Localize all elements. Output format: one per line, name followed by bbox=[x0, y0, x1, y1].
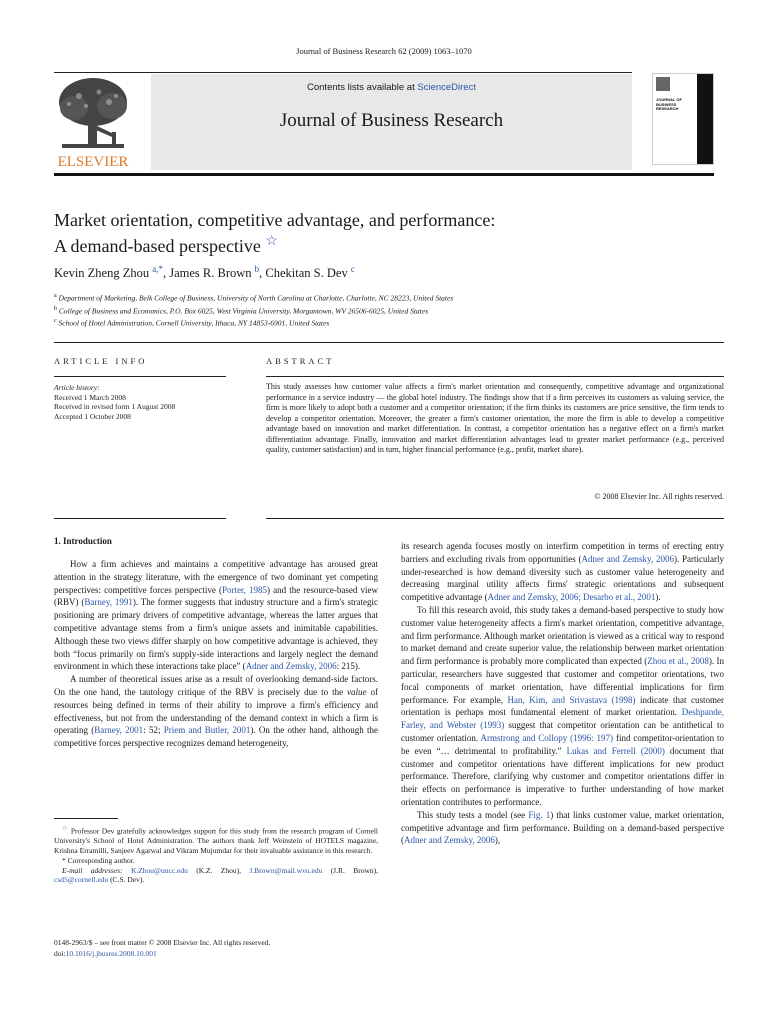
citation-link[interactable]: Porter, 1985 bbox=[221, 584, 268, 595]
email-link[interactable]: K.Zhou@uncc.edu bbox=[130, 865, 188, 875]
affiliation-text: College of Business and Economics, P.O. Box 6025, West Virginia University, Morgantown, WV 26506-6025, United States bbox=[58, 306, 429, 315]
author-affiliation-marker[interactable]: c bbox=[350, 264, 355, 274]
contents-line bbox=[151, 82, 632, 93]
footnote-corresponding bbox=[54, 856, 378, 866]
citation-link[interactable]: Adner and Zemsky, 2006 bbox=[581, 553, 674, 564]
citation-link[interactable]: Priem and Butler, 2001 bbox=[163, 725, 251, 736]
affiliation-marker: b bbox=[54, 305, 57, 312]
email-label: E-mail addresses: bbox=[62, 865, 123, 875]
elsevier-tree-icon bbox=[54, 74, 132, 170]
author-affiliation-marker[interactable]: b bbox=[254, 264, 260, 274]
footnote-acknowledgement bbox=[54, 824, 378, 856]
article-info-rule-bottom bbox=[54, 518, 226, 519]
footnote-rule bbox=[54, 818, 118, 819]
history-label: Article history: bbox=[54, 383, 100, 392]
abstract-rule bbox=[266, 376, 724, 377]
affiliation-marker: c bbox=[54, 318, 57, 324]
elsevier-wordmark: ELSEVIER bbox=[57, 154, 129, 170]
footnote-emails bbox=[54, 866, 378, 886]
abstract-text: This study assesses how customer value affects a firm's market orientation and consequently, competitive advantage and organizational performance in a service industry — the global hotel industry. The findings show that if a firm perceives its customers as valuing service, the firm is more likely to adopt both a customer and a competitor orientation; if the firm thinks its customers are price sensitive, the firm tends to develop a competitor orientation. Moreover, the greater a firm's customer orientation, the more the firm is able to develop a competitive advantage based on innovation and market differentiation. In contrast, a competitor orientation has a negative effect on a firm's market differentiation advantage. Finally, innovation and market differentiation advantages lead to greater market performance (e.g., perceived quality, customer satisfaction) and in turn, higher financial performance (e.g., profit, market share). bbox=[266, 382, 724, 454]
title-line-1: Market orientation, competitive advantage, and performance: bbox=[54, 210, 496, 230]
header-rule bbox=[54, 72, 632, 73]
contents-prefix: Contents lists available at bbox=[307, 82, 418, 93]
affiliations bbox=[54, 291, 714, 329]
citation-link[interactable]: Barney, 2001 bbox=[94, 725, 144, 736]
journal-name: Journal of Business Research bbox=[279, 110, 504, 131]
revised-date: Received in revised form 1 August 2008 bbox=[54, 402, 176, 411]
abstract-rule-bottom bbox=[266, 518, 724, 519]
cover-image bbox=[656, 77, 670, 91]
footnote-text: Professor Dev gratefully acknowledges support for this study from the research program of Cornell University's School of Hotel Administration. The authors thank Jeff Weinstein of HOTELS magazine, Krishna Erramilli, Sanjeev Agarwal and Vikram Mujumdar for their invaluable assistance in this research. bbox=[54, 826, 379, 856]
footnote-star-icon: ☆ bbox=[62, 825, 69, 832]
affiliation-text: Department of Marketing, Belk College of Business, University of North Carolina at Charlotte, Charlotte, NC 28223, United States bbox=[58, 293, 454, 303]
doi-label: doi: bbox=[54, 948, 66, 958]
affiliation-marker: a bbox=[54, 293, 57, 299]
author-affiliation-marker[interactable]: a,* bbox=[152, 264, 163, 274]
body-column-right bbox=[401, 540, 724, 847]
accepted-date: Accepted 1 October 2008 bbox=[54, 411, 131, 421]
doi-link[interactable]: 10.1016/j.jbusres.2008.10.001 bbox=[65, 948, 157, 958]
journal-citation: Journal of Business Research 62 (2009) 1063–1070 bbox=[296, 46, 472, 56]
footnote-asterisk: * bbox=[62, 855, 66, 865]
article-info-rule bbox=[54, 376, 226, 377]
footnote-text: Corresponding author. bbox=[67, 855, 135, 865]
elsevier-logo bbox=[54, 74, 132, 170]
email-link[interactable]: J.Brown@mail.wvu.edu bbox=[249, 865, 323, 875]
abstract-label: ABSTRACT bbox=[266, 356, 335, 366]
article-title bbox=[54, 209, 714, 257]
citation-link[interactable]: Han, Kim, and Srivastava (1998) bbox=[507, 694, 636, 705]
affiliation-text: School of Hotel Administration, Cornell University, Ithaca, NY 14853-6901, United States bbox=[58, 318, 330, 328]
issn-line: 0148-2963/$ – see front matter © 2008 Elsevier Inc. All rights reserved. bbox=[54, 938, 271, 947]
section-heading: 1. Introduction bbox=[54, 536, 112, 546]
sciencedirect-link[interactable]: ScienceDirect bbox=[417, 82, 476, 93]
email-owner: (J.R. Brown), bbox=[330, 865, 379, 875]
paragraph: How a firm achieves and maintains a competitive advantage has aroused great attention in the strategy literature, with the emergence of two dominant yet competing perspectives: competitive forces perspective (Porter, 1985) and the resource-based view (RBV) (Barney, 1991). The former suggests that industry structure and a firm's strategic positioning are primary drivers of competitive advantage, whereas the latter argues that competitive advantage stems from a firm's unique assets and inimitable capabilities. Although these two views differ sharply on how competitive advantage is achieved, they both “focus primarily on firm's supply-side interactions and largely neglect the demand environment in which these interactions take place” (Adner and Zemsky, 2006: 215). bbox=[54, 559, 379, 672]
cover-spine bbox=[697, 74, 713, 164]
citation-link[interactable]: Deshpande, Farley, and Webster (1993) bbox=[401, 707, 724, 731]
citation-link[interactable]: Adner and Zemsky, 2006 bbox=[245, 661, 337, 672]
citation-link[interactable]: Fig. 1 bbox=[528, 809, 551, 820]
footnotes bbox=[54, 824, 378, 885]
affiliation-item bbox=[54, 316, 714, 329]
article-info-label: ARTICLE INFO bbox=[54, 356, 148, 366]
citation-link[interactable]: Barney, 1991 bbox=[84, 597, 133, 608]
article-history bbox=[54, 383, 226, 421]
author-name: Kevin Zheng Zhou bbox=[54, 266, 150, 281]
abstract-copyright: © 2008 Elsevier Inc. All rights reserved. bbox=[594, 492, 724, 501]
paragraph: To fill this research avoid, this study takes a demand-based perspective to study how customer value heterogeneity affects a firm's market orientation, competitive advantage, and firm performance. Although market orientation is viewed as a critical way to respond to market demand and create superior value, the relationship between market orientation and firm performance is probably more complicated than expected (Zhou et al., 2008). In particular, researchers have suggested that customer and competitor orientations, two focal components of market orientation, have differential implications for firm performance. For example, Han, Kim, and Srivastava (1998) indicate that customer orientation is perhaps most fundamental element of market orientation. Deshpande, Farley, and Webster (1993) suggest that competitor orientation can be antithetical to customer orientation. Armstrong and Collopy (1996: 197) find competitor-orientation to be even “… detrimental to profitability.” Lukas and Ferrell (2000) document that customer and competitor orientations have different implications for new product performance. Therefore, clarifying why customer and competitor orientations differ in their effects on performance is imperative to further understanding of how market orientation contributes to performance. bbox=[401, 604, 725, 807]
citation-link[interactable]: Lukas and Ferrell (2000) bbox=[566, 745, 665, 756]
citation-link[interactable]: Adner and Zemsky, 2006 bbox=[404, 835, 495, 846]
body-column-left bbox=[54, 558, 378, 750]
citation-link[interactable]: Armstrong and Collopy (1996: 197) bbox=[480, 732, 614, 743]
email-owner: (K.Z. Zhou), bbox=[196, 865, 242, 875]
paragraph: This study tests a model (see Fig. 1) that links customer value, market orientation, competitive advantage and firm performance. Building on a demand-based perspective (Adner and Zemsky, 2006), bbox=[401, 809, 724, 846]
title-line-2: A demand-based perspective bbox=[54, 236, 261, 256]
affiliation-item bbox=[54, 304, 714, 317]
author-list: Kevin Zheng Zhou $^{a,*}$, James R. Brown $^b$, Chekitan S. Dev $^c$ bbox=[54, 264, 355, 281]
title-footnote-star-icon[interactable]: ☆ bbox=[265, 234, 278, 249]
affiliation-item bbox=[54, 291, 714, 304]
emphasis-text: value bbox=[347, 686, 367, 697]
author-name: James R. Brown bbox=[169, 266, 252, 281]
received-date: Received 1 March 2008 bbox=[54, 392, 126, 402]
email-owner: (C.S. Dev). bbox=[110, 875, 145, 885]
cover-title: JOURNAL OF BUSINESS RESEARCH bbox=[656, 97, 682, 111]
journal-cover-thumbnail bbox=[652, 73, 714, 165]
author-name: Chekitan S. Dev bbox=[265, 266, 348, 281]
citation-link[interactable]: Adner and Zemsky, 2006; Desarbo et al., 2001 bbox=[487, 592, 656, 603]
paragraph: A number of theoretical issues arise as a result of overlooking demand-side factors. On the one hand, the tautology critique of the RBV is precisely due to the value of resources being defined in terms of their ability to improve a firm's efficiency and effectiveness, but not from the understanding of the demand context in which a firm is operating (Barney, 2001: 52; Priem and Butler, 2001). On the other hand, although the competitive forces perspective recognizes demand heterogeneity, bbox=[54, 674, 378, 749]
publication-meta bbox=[54, 938, 378, 959]
section-rule bbox=[54, 342, 724, 343]
citation-link[interactable]: Zhou et al., 2008 bbox=[647, 656, 709, 667]
paragraph: its research agenda focuses mostly on interfirm competition in terms of erecting entry barriers and excluding rivals from opportunities (Adner and Zemsky, 2006). Particularly under-researched is how demand diversity such as customer value heterogeneity and decreasing marginal utility affects firms' strategic orientations and subsequent competitive advantage (Adner and Zemsky, 2006; Desarbo et al., 2001). bbox=[401, 541, 724, 603]
header-rule-thick bbox=[54, 173, 714, 176]
email-link[interactable]: csd5@cornell.edu bbox=[54, 875, 109, 885]
